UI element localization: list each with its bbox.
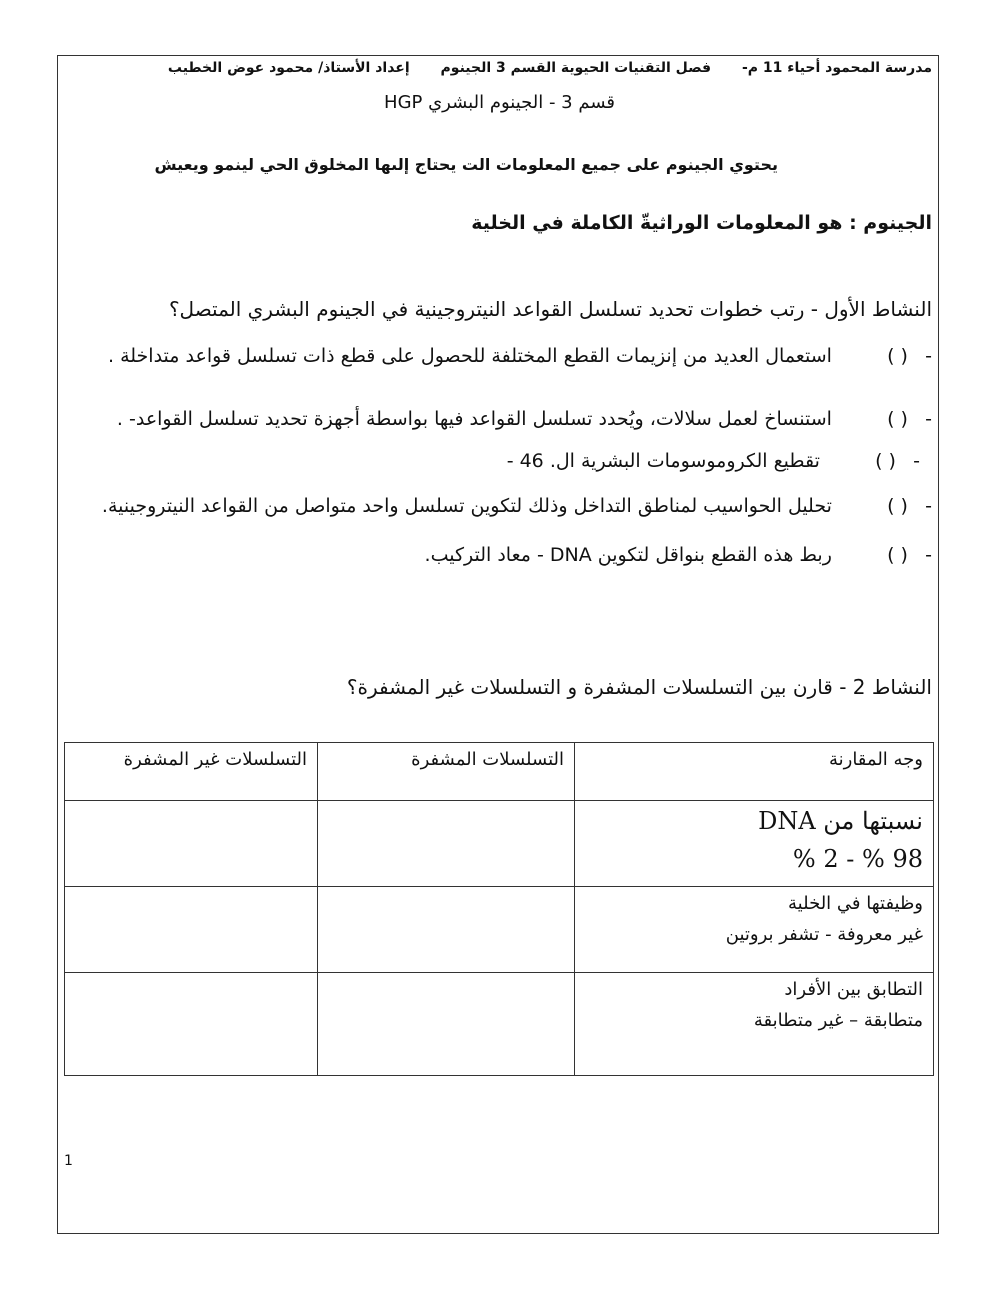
coding-answer-cell[interactable]: [318, 801, 575, 887]
step-2: [117, 408, 932, 430]
step-dash: -: [913, 450, 920, 472]
intro-text: يحتوي الجينوم على جميع المعلومات الت يحتاج إلىها المخلوق الحي لينمو ويعيش: [154, 155, 778, 174]
step-text: استنساخ لعمل سلالات، ويُحدد تسلسل القواعد فيها بواسطة أجهزة تحديد تسلسل القواعد- .: [116, 408, 832, 430]
activity1-question: النشاط الأول - رتب خطوات تحديد تسلسل القواعد النيتروجينية في الجينوم البشري المتصل؟: [168, 297, 932, 321]
author-name: إعداد الأستاذ/ محمود عوض الخطيب: [167, 60, 410, 76]
aspect-label: وظيفتها في الخلية: [788, 893, 923, 914]
order-blank[interactable]: ( ): [887, 408, 908, 430]
step-text: تحليل الحواسيب لمناطق التداخل وذلك لتكوين تسلسل واحد متواصل من القواعد النيتروجينية.: [101, 495, 832, 517]
order-blank[interactable]: ( ): [887, 495, 908, 517]
chapter-name: فصل التقنيات الحيوية القسم 3 الجينوم: [440, 60, 712, 76]
step-text: تقطيع الكروموسومات البشرية ال. 46 -: [506, 450, 820, 472]
aspect-hint: 98 % - 2 %: [792, 845, 923, 873]
order-blank[interactable]: ( ): [887, 345, 908, 367]
noncoding-answer-cell[interactable]: [65, 801, 318, 887]
header-coding: التسلسلات المشفرة: [318, 743, 575, 801]
step-dash: -: [925, 544, 932, 566]
aspect-cell: [575, 887, 934, 973]
worksheet-header: [142, 60, 932, 76]
step-dash: -: [925, 495, 932, 517]
step-dash: -: [925, 408, 932, 430]
activity2-question: النشاط 2 - قارن بين التسلسلات المشفرة و التسلسلات غير المشفرة؟: [346, 675, 932, 699]
coding-answer-cell[interactable]: [318, 887, 575, 973]
table-row: [65, 973, 934, 1076]
aspect-label: التطابق بين الأفراد: [784, 979, 923, 1000]
section-title: قسم 3 - الجينوم البشري HGP: [384, 92, 615, 113]
step-text: ربط هذه القطع بنواقل لتكوين DNA - معاد التركيب.: [424, 544, 832, 566]
aspect-cell: [575, 973, 934, 1076]
aspect-hint: غير معروفة - تشفر بروتين: [725, 924, 923, 945]
table-header-row: [65, 743, 934, 801]
table-row: [65, 801, 934, 887]
school-name: مدرسة المحمود أحياء 11 م-: [741, 60, 932, 76]
step-1: [108, 345, 932, 367]
aspect-label: نسبتها من DNA: [758, 807, 923, 835]
noncoding-answer-cell[interactable]: [65, 973, 318, 1076]
order-blank[interactable]: ( ): [887, 544, 908, 566]
table-row: [65, 887, 934, 973]
noncoding-answer-cell[interactable]: [65, 887, 318, 973]
genome-definition: الجينوم : هو المعلومات الوراثيةّ الكاملة في الخلية: [471, 212, 932, 234]
step-5: [425, 544, 932, 566]
aspect-cell: [575, 801, 934, 887]
header-aspect: وجه المقارنة: [575, 743, 934, 801]
step-3: [507, 450, 920, 472]
aspect-hint: متطابقة – غير متطابقة: [753, 1010, 923, 1031]
page-number: 1: [64, 1153, 73, 1169]
step-dash: -: [925, 345, 932, 367]
step-4: [102, 495, 932, 517]
step-text: استعمال العديد من إنزيمات القطع المختلفة للحصول على قطع ذات تسلسل قواعد متداخلة .: [108, 345, 832, 367]
order-blank[interactable]: ( ): [875, 450, 896, 472]
header-noncoding: التسلسلات غير المشفرة: [65, 743, 318, 801]
comparison-table: [64, 742, 934, 1076]
coding-answer-cell[interactable]: [318, 973, 575, 1076]
